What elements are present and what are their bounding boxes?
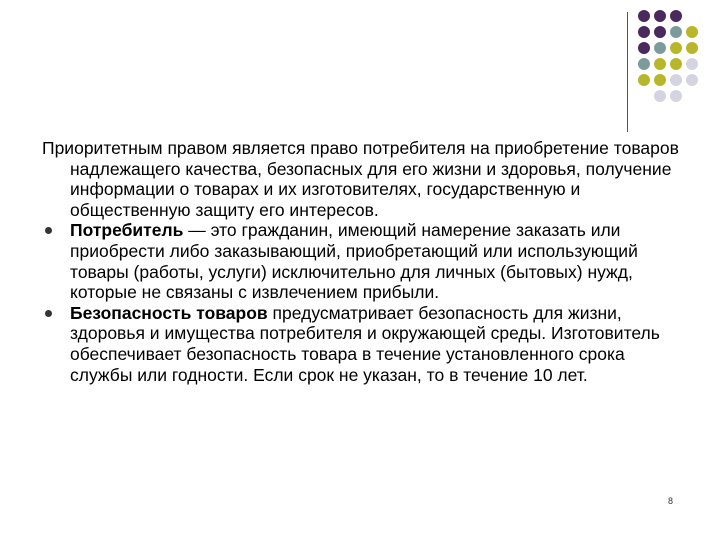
decor-dot (654, 10, 666, 22)
decor-dot (654, 74, 666, 86)
bullet-dot-icon (45, 310, 52, 317)
bullet-term: Безопасность товаров (70, 302, 268, 323)
bullet-term: Потребитель (70, 220, 184, 241)
decor-dot (638, 58, 650, 70)
bullet-text: — это гражданин, имеющий намерение заказать или приобрести либо заказывающий, приобретающий или использующий товары (работы, услуги) исключительно для личных (бытовых) нужд, которые не связаны с извлечением прибыли. (70, 220, 638, 303)
decor-dot (638, 42, 650, 54)
decor-dot (670, 10, 682, 22)
decor-dot (638, 74, 650, 86)
decor-dot (686, 74, 698, 86)
decor-dot (654, 26, 666, 38)
decor-dot (654, 42, 666, 54)
page-number: 8 (668, 496, 674, 506)
decor-dot (670, 26, 682, 38)
decor-dot (670, 74, 682, 86)
slide-body (42, 138, 682, 385)
decor-dot (686, 42, 698, 54)
decor-dot (638, 26, 650, 38)
intro-paragraph: Приоритетным правом является право потребителя на приобретение товаров надлежащего качества, безопасных для его жизни и здоровья, получение информации о товарах и их изготовителях, государственную и общественную защиту его интересов. (42, 138, 679, 220)
decor-dot (654, 58, 666, 70)
bullet-item-safety (42, 303, 682, 385)
decor-dot (686, 26, 698, 38)
divider-line (627, 12, 628, 132)
bullet-text: предусматривает безопасность для жизни, здоровья и имущества потребителя и окружающей среды. Изготовитель обеспечивает безопасность товара в течение установленного срока службы или годности. Если срок не указан, то в течение 10 лет. (70, 302, 660, 385)
decorative-dot-grid (638, 10, 718, 120)
bullet-item-consumer (42, 220, 682, 302)
decor-dot (638, 10, 650, 22)
decor-dot (686, 58, 698, 70)
decor-dot (654, 90, 666, 102)
decor-dot (670, 58, 682, 70)
decor-dot (670, 90, 682, 102)
bullet-dot-icon (45, 227, 52, 234)
decor-dot (670, 42, 682, 54)
